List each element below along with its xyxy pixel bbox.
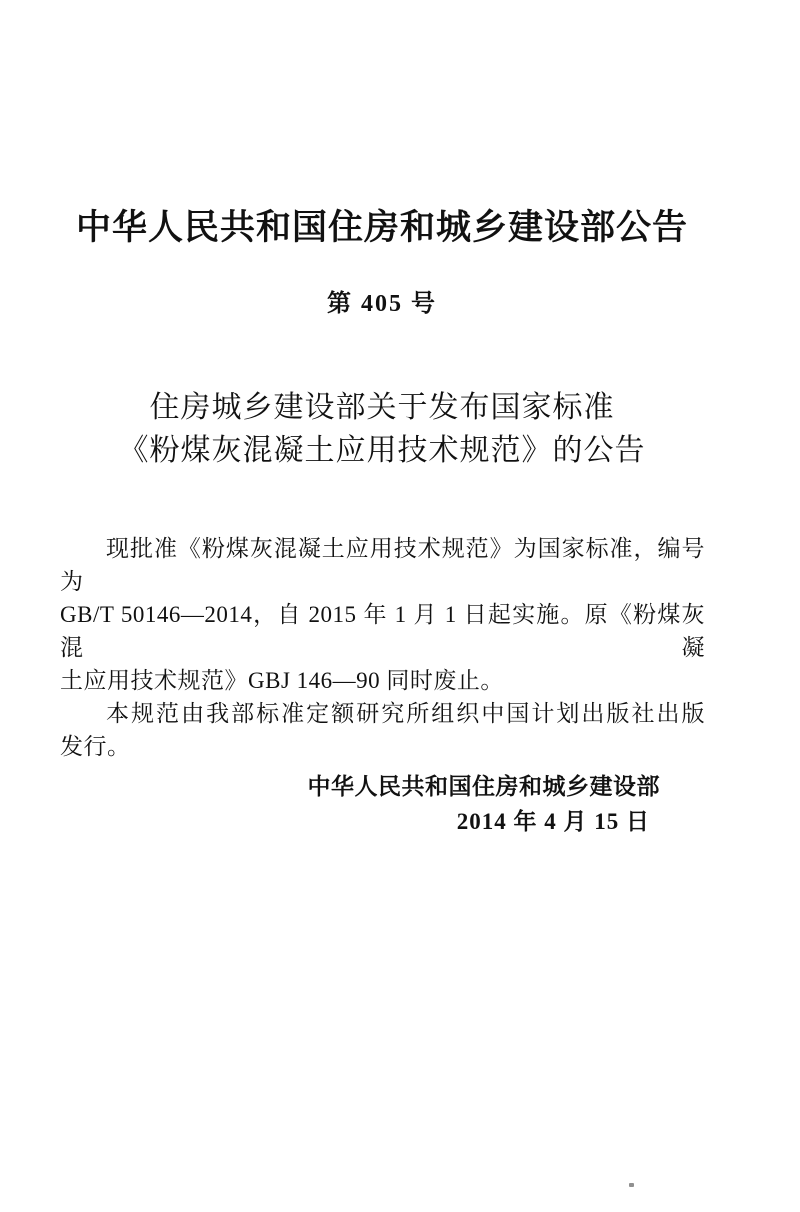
signature-authority: 中华人民共和国住房和城乡建设部 xyxy=(307,773,660,799)
body-line: 土应用技术规范》GBJ 146—90 同时废止。 xyxy=(60,668,504,693)
announcement-subtitle-line-1: 住房城乡建设部关于发布国家标准 xyxy=(149,391,615,424)
announcement-body xyxy=(60,532,705,763)
announcement-subtitle-line-2: 《粉煤灰混凝土应用技术规范》的公告 xyxy=(118,434,646,467)
signature-date: 2014 年 4 月 15 日 xyxy=(456,809,650,834)
signature-block xyxy=(308,768,661,840)
announcement-title: 中华人民共和国住房和城乡建设部公告 xyxy=(75,208,688,247)
announcement-issue-number: 第 405 号 xyxy=(327,291,437,317)
body-line: 现批准《粉煤灰混凝土应用技术规范》为国家标准，编号为 xyxy=(60,536,705,594)
body-line: 本规范由我部标准定额研究所组织中国计划出版社出版 xyxy=(106,701,705,726)
announcement-subtitle xyxy=(0,386,764,472)
scan-artifact-dot xyxy=(629,1183,634,1187)
body-line: 发行。 xyxy=(60,734,131,759)
body-line: GB/T 50146—2014，自 2015 年 1 月 1 日起实施。原《粉煤灰混凝 xyxy=(60,602,705,660)
